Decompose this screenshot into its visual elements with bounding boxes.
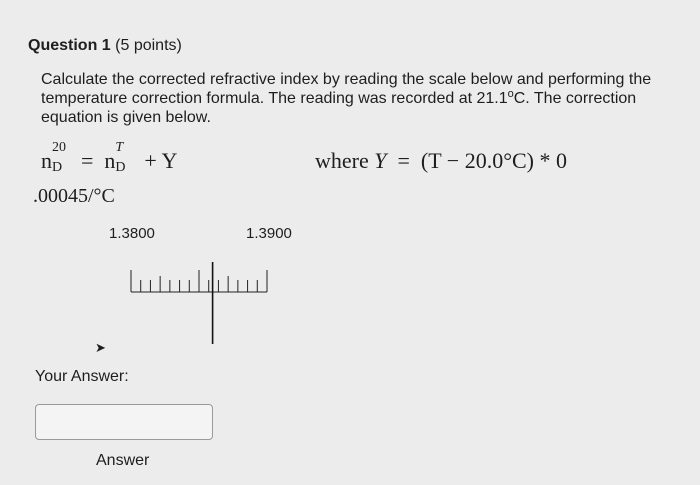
- correction-equation-where: [315, 148, 567, 174]
- temperature-formula: (T − 20.0°C) * 0: [420, 148, 567, 173]
- mouse-cursor-icon: ➤: [95, 340, 106, 355]
- y-variable: Y: [374, 148, 387, 173]
- rhs-superscript: T: [115, 140, 124, 155]
- question-points: (5 points): [115, 37, 182, 54]
- refractometer-scale: [127, 262, 277, 347]
- where-word: where: [315, 148, 369, 173]
- scale-right-label: 1.3900: [246, 225, 292, 242]
- scale-left-label: 1.3800: [109, 225, 155, 242]
- lhs-base: n: [41, 148, 52, 173]
- question-header: [28, 37, 182, 55]
- prompt-degree: o: [507, 88, 514, 100]
- equals-sign: =: [81, 148, 94, 173]
- where-equals: =: [397, 148, 410, 173]
- correction-equation-lhs: [41, 140, 178, 175]
- rhs-base: n: [104, 148, 116, 173]
- question-prompt: [41, 70, 661, 127]
- lhs-subscript: D: [52, 160, 63, 175]
- answer-input[interactable]: [35, 404, 213, 440]
- answer-label: Answer: [96, 452, 150, 469]
- plus-y: + Y: [144, 148, 178, 173]
- rhs-subscript: D: [115, 160, 126, 175]
- your-answer-label: Your Answer:: [35, 368, 129, 385]
- lhs-superscript: 20: [52, 140, 66, 155]
- question-title: Question 1: [28, 37, 111, 54]
- prompt-text-2: C. The correction equation is given below.: [41, 90, 637, 126]
- formula-continuation: .00045/°C: [33, 185, 115, 207]
- prompt-text-1: Calculate the corrected refractive index by reading the scale below and performing the temperature correction formula. The reading was recorded at 21.1: [41, 71, 652, 107]
